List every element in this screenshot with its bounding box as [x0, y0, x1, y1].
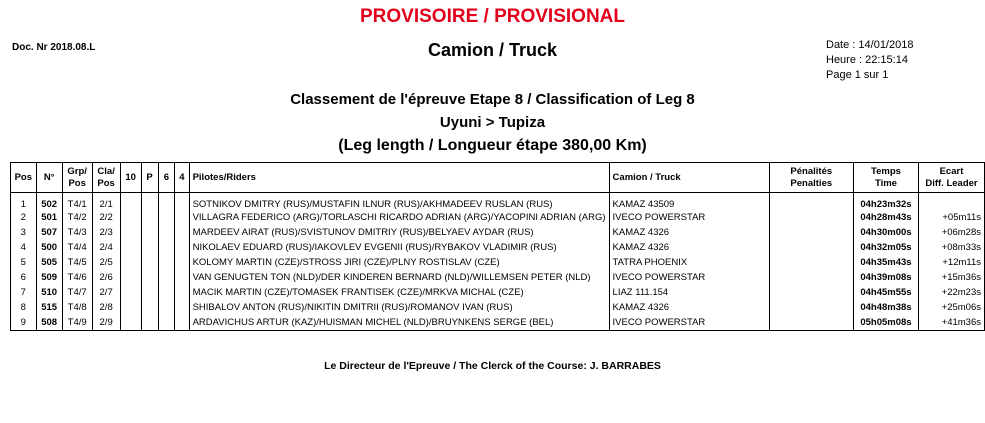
table-row: [11, 285, 985, 300]
cell-vehicle: KAMAZ 4326: [609, 300, 769, 315]
cell-4: [175, 225, 189, 240]
table-row: [11, 225, 985, 240]
col-p: P: [141, 163, 158, 193]
cell-4: [175, 255, 189, 270]
cell-10: [120, 285, 141, 300]
cell-4: [175, 210, 189, 225]
cell-4: [175, 315, 189, 331]
cell-group-pos: T4/9: [62, 315, 92, 331]
col-6: 6: [158, 163, 175, 193]
cell-number: 505: [36, 255, 62, 270]
cell-10: [120, 270, 141, 285]
cell-group-pos: T4/2: [62, 210, 92, 225]
col-gap: Ecart Diff. Leader: [918, 163, 984, 193]
route-title: Uyuni > Tupiza: [439, 114, 546, 131]
cell-gap: +06m28s: [918, 225, 984, 240]
classification-title: Classement de l'épreuve Etape 8 / Classification of Leg 8: [290, 91, 695, 108]
cell-p: [141, 210, 158, 225]
cell-vehicle: IVECO POWERSTAR: [609, 210, 769, 225]
cell-time: 05h05m08s: [853, 315, 918, 331]
cell-10: [120, 225, 141, 240]
col-penalties: Pénalités Penalties: [769, 163, 853, 193]
cell-gap: [918, 193, 984, 211]
cell-vehicle: LIAZ 111.154: [609, 285, 769, 300]
cell-6: [158, 285, 175, 300]
results-table: [10, 162, 985, 331]
col-pos: Pos: [11, 163, 37, 193]
cell-class-pos: 2/8: [92, 300, 120, 315]
cell-p: [141, 240, 158, 255]
cell-6: [158, 193, 175, 211]
col-4: 4: [175, 163, 189, 193]
cell-riders: ARDAVICHUS ARTUR (KAZ)/HUISMAN MICHEL (NLD)/BRUYNKENS SERGE (BEL): [189, 315, 609, 331]
cell-4: [175, 270, 189, 285]
cell-10: [120, 255, 141, 270]
table-row: [11, 210, 985, 225]
cell-group-pos: T4/3: [62, 225, 92, 240]
cell-group-pos: T4/5: [62, 255, 92, 270]
cell-penalties: [769, 225, 853, 240]
table-row: [11, 255, 985, 270]
cell-number: 502: [36, 193, 62, 211]
cell-time: 04h32m05s: [853, 240, 918, 255]
col-vehicle: Camion / Truck: [609, 163, 769, 193]
time-label: Heure : 22:15:14: [826, 54, 908, 66]
cell-vehicle: TATRA PHOENIX: [609, 255, 769, 270]
cell-10: [120, 315, 141, 331]
cell-class-pos: 2/5: [92, 255, 120, 270]
cell-p: [141, 300, 158, 315]
cell-4: [175, 193, 189, 211]
cell-time: 04h30m00s: [853, 225, 918, 240]
cell-time: 04h28m43s: [853, 210, 918, 225]
col-riders: Pilotes/Riders: [189, 163, 609, 193]
cell-vehicle: KAMAZ 4326: [609, 225, 769, 240]
cell-penalties: [769, 285, 853, 300]
cell-pos: 3: [11, 225, 37, 240]
cell-class-pos: 2/7: [92, 285, 120, 300]
cell-6: [158, 315, 175, 331]
cell-penalties: [769, 193, 853, 211]
cell-p: [141, 285, 158, 300]
cell-time: 04h45m55s: [853, 285, 918, 300]
cell-penalties: [769, 210, 853, 225]
cell-riders: VAN GENUGTEN TON (NLD)/DER KINDEREN BERNARD (NLD)/WILLEMSEN PETER (NLD): [189, 270, 609, 285]
cell-time: 04h23m32s: [853, 193, 918, 211]
cell-10: [120, 193, 141, 211]
cell-class-pos: 2/4: [92, 240, 120, 255]
cell-group-pos: T4/4: [62, 240, 92, 255]
cell-time: 04h35m43s: [853, 255, 918, 270]
col-number: N°: [36, 163, 62, 193]
cell-pos: 9: [11, 315, 37, 331]
cell-pos: 4: [11, 240, 37, 255]
cell-p: [141, 270, 158, 285]
cell-vehicle: KAMAZ 4326: [609, 240, 769, 255]
table-header-row: [11, 163, 985, 193]
cell-6: [158, 210, 175, 225]
col-10: 10: [120, 163, 141, 193]
cell-p: [141, 193, 158, 211]
cell-6: [158, 225, 175, 240]
cell-class-pos: 2/2: [92, 210, 120, 225]
cell-10: [120, 240, 141, 255]
cell-number: 515: [36, 300, 62, 315]
date-label: Date : 14/01/2018: [826, 39, 914, 51]
cell-vehicle: IVECO POWERSTAR: [609, 315, 769, 331]
cell-riders: SOTNIKOV DMITRY (RUS)/MUSTAFIN ILNUR (RUS)/AKHMADEEV RUSLAN (RUS): [189, 193, 609, 211]
cell-gap: +12m11s: [918, 255, 984, 270]
cell-riders: MARDEEV AIRAT (RUS)/SVISTUNOV DMITRIY (RUS)/BELYAEV AYDAR (RUS): [189, 225, 609, 240]
col-time: Temps Time: [853, 163, 918, 193]
document-number: Doc. Nr 2018.08.L: [12, 42, 96, 53]
table-row: [11, 270, 985, 285]
cell-riders: VILLAGRA FEDERICO (ARG)/TORLASCHI RICARDO ADRIAN (ARG)/YACOPINI ADRIAN (ARG): [189, 210, 609, 225]
cell-number: 500: [36, 240, 62, 255]
cell-6: [158, 240, 175, 255]
cell-class-pos: 2/9: [92, 315, 120, 331]
cell-6: [158, 300, 175, 315]
cell-riders: KOLOMY MARTIN (CZE)/STROSS JIRI (CZE)/PLNY ROSTISLAV (CZE): [189, 255, 609, 270]
cell-riders: MACIK MARTIN (CZE)/TOMASEK FRANTISEK (CZE)/MRKVA MICHAL (CZE): [189, 285, 609, 300]
cell-penalties: [769, 240, 853, 255]
cell-p: [141, 225, 158, 240]
cell-pos: 6: [11, 270, 37, 285]
cell-4: [175, 300, 189, 315]
cell-gap: +08m33s: [918, 240, 984, 255]
cell-gap: +05m11s: [918, 210, 984, 225]
cell-4: [175, 285, 189, 300]
cell-time: 04h48m38s: [853, 300, 918, 315]
table-row: [11, 300, 985, 315]
cell-time: 04h39m08s: [853, 270, 918, 285]
cell-pos: 5: [11, 255, 37, 270]
table-row: [11, 240, 985, 255]
cell-10: [120, 210, 141, 225]
page-label: Page 1 sur 1: [826, 69, 889, 81]
cell-class-pos: 2/1: [92, 193, 120, 211]
cell-10: [120, 300, 141, 315]
col-group-pos: Grp/ Pos: [62, 163, 92, 193]
cell-number: 510: [36, 285, 62, 300]
cell-6: [158, 255, 175, 270]
cell-gap: +22m23s: [918, 285, 984, 300]
cell-pos: 1: [11, 193, 37, 211]
cell-pos: 8: [11, 300, 37, 315]
cell-group-pos: T4/6: [62, 270, 92, 285]
cell-6: [158, 270, 175, 285]
cell-class-pos: 2/3: [92, 225, 120, 240]
cell-gap: +15m36s: [918, 270, 984, 285]
provisional-status-title: PROVISOIRE / PROVISIONAL: [360, 6, 625, 27]
cell-riders: NIKOLAEV EDUARD (RUS)/IAKOVLEV EVGENII (RUS)/RYBAKOV VLADIMIR (RUS): [189, 240, 609, 255]
cell-group-pos: T4/1: [62, 193, 92, 211]
document-meta: [826, 38, 913, 83]
cell-number: 507: [36, 225, 62, 240]
cell-pos: 7: [11, 285, 37, 300]
cell-vehicle: KAMAZ 43509: [609, 193, 769, 211]
cell-gap: +41m36s: [918, 315, 984, 331]
cell-p: [141, 315, 158, 331]
cell-4: [175, 240, 189, 255]
cell-gap: +25m06s: [918, 300, 984, 315]
category-title: Camion / Truck: [427, 40, 558, 60]
cell-class-pos: 2/6: [92, 270, 120, 285]
cell-group-pos: T4/8: [62, 300, 92, 315]
footer-signature: Le Directeur de l'Epreuve / The Clerck of the Course: J. BARRABES: [324, 360, 661, 372]
table-row: [11, 193, 985, 211]
cell-riders: SHIBALOV ANTON (RUS)/NIKITIN DMITRII (RUS)/ROMANOV IVAN (RUS): [189, 300, 609, 315]
cell-penalties: [769, 300, 853, 315]
cell-penalties: [769, 255, 853, 270]
cell-group-pos: T4/7: [62, 285, 92, 300]
cell-penalties: [769, 315, 853, 331]
col-class-pos: Cla/ Pos: [92, 163, 120, 193]
table-row: [11, 315, 985, 331]
cell-number: 509: [36, 270, 62, 285]
cell-pos: 2: [11, 210, 37, 225]
cell-penalties: [769, 270, 853, 285]
cell-p: [141, 255, 158, 270]
cell-number: 508: [36, 315, 62, 331]
cell-vehicle: IVECO POWERSTAR: [609, 270, 769, 285]
leg-length-title: (Leg length / Longueur étape 380,00 Km): [338, 137, 647, 154]
cell-number: 501: [36, 210, 62, 225]
